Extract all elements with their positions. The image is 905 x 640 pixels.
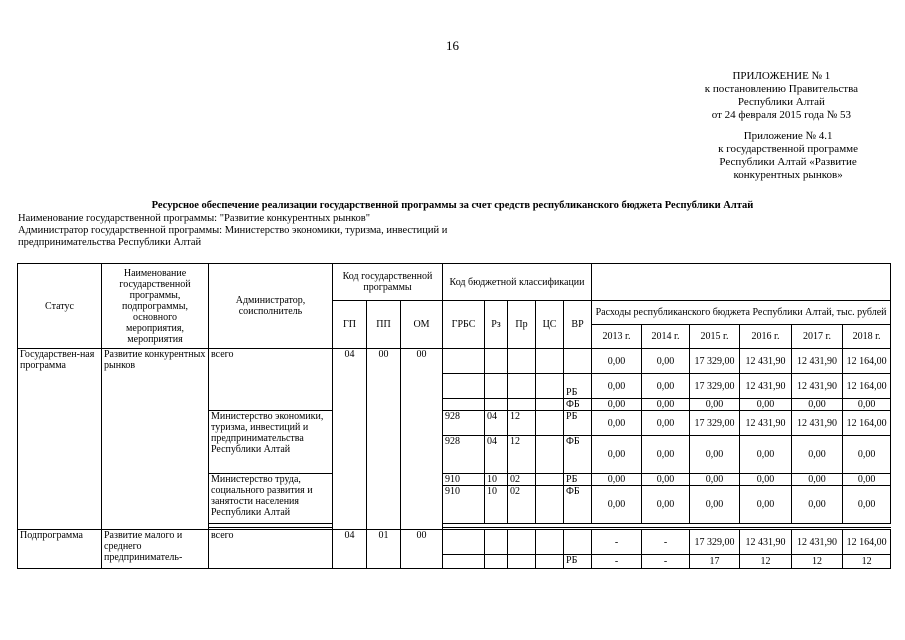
header-status: Статус [18,264,102,349]
appendix-1-line-3: Республики Алтай [737,96,825,108]
value-cell: 0,00 [843,474,891,486]
pr-cell [508,374,536,399]
value-cell: 12 431,90 [740,374,792,399]
status-cell: Государствен-ная программа [18,349,102,530]
rz-cell [485,349,508,374]
header-expenses: Расходы республиканского бюджета Республики Алтай, тыс. рублей [592,301,891,325]
cs-cell [536,474,564,486]
header-year: 2013 г. [592,325,642,349]
cs-cell [536,411,564,436]
value-cell: 0,00 [642,374,690,399]
grbs-cell [443,374,485,399]
value-cell: 12 [843,555,891,569]
cs-cell [536,399,564,411]
header-budget-code: Код бюджетной классификации [443,264,592,301]
rz-cell [485,530,508,555]
pr-cell [508,530,536,555]
value-cell: 0,00 [642,474,690,486]
om-cell: 00 [401,530,443,569]
vr-cell: РБ [564,474,592,486]
vr-cell: РБ [564,374,592,399]
cs-cell [536,555,564,569]
value-cell: - [592,555,642,569]
administrator-line-1: Администратор государственной программы: Министерство экономики, туризма, инвестиций и [18,225,448,236]
value-cell: 12 [792,555,843,569]
value-cell: 0,00 [592,399,642,411]
rz-cell [485,374,508,399]
table-row [18,530,891,555]
value-cell: 0,00 [792,474,843,486]
vr-cell [564,349,592,374]
header-year: 2015 г. [690,325,740,349]
value-cell: - [642,555,690,569]
grbs-cell: 910 [443,474,485,486]
value-cell: 0,00 [690,436,740,474]
rz-cell: 04 [485,411,508,436]
appendix-2-line-2: к государственной программе [718,143,858,155]
header-program-code: Код государственной программы [333,264,443,301]
cs-cell [536,436,564,474]
value-cell: 0,00 [740,486,792,524]
header-pr: Пр [508,301,536,349]
value-cell: 12 164,00 [843,374,891,399]
vr-cell: РБ [564,411,592,436]
pr-cell: 12 [508,436,536,474]
value-cell: 0,00 [792,399,843,411]
header-om: ОМ [401,301,443,349]
value-cell: 0,00 [740,474,792,486]
header-gp: ГП [333,301,367,349]
appendix-2-line-1: Приложение № 4.1 [743,130,833,142]
pr-cell [508,555,536,569]
grbs-cell [443,530,485,555]
vr-cell [564,530,592,555]
admin-cell-ministry-labour: Министерство труда, социального развития и занятости населения Республики Алтай [209,474,333,524]
value-cell: 12 [740,555,792,569]
value-cell: 17 329,00 [690,411,740,436]
value-cell: 12 164,00 [843,411,891,436]
pr-cell [508,349,536,374]
header-year: 2016 г. [740,325,792,349]
vr-cell: ФБ [564,486,592,524]
grbs-cell [443,399,485,411]
document-title: Ресурсное обеспечение реализации государственной программы за счет средств республиканского бюджета Республики Алтай [151,200,754,211]
appendix-1-line-2: к постановлению Правительства [704,83,858,95]
value-cell: 12 431,90 [792,530,843,555]
header-rz: Рз [485,301,508,349]
rz-cell [485,399,508,411]
value-cell: 12 431,90 [792,374,843,399]
value-cell: 0,00 [642,486,690,524]
grbs-cell [443,349,485,374]
vr-cell: ФБ [564,436,592,474]
pr-cell: 02 [508,474,536,486]
value-cell: 0,00 [843,486,891,524]
gp-cell: 04 [333,530,367,569]
page-number: 16 [446,38,459,53]
value-cell: 0,00 [592,411,642,436]
value-cell: 12 431,90 [740,530,792,555]
header-grbs: ГРБС [443,301,485,349]
vr-cell: РБ [564,555,592,569]
value-cell: 0,00 [642,399,690,411]
admin-cell: всего [209,530,333,569]
value-cell: - [642,530,690,555]
value-cell: 0,00 [592,486,642,524]
value-cell: 12 164,00 [843,530,891,555]
value-cell: 0,00 [642,349,690,374]
appendix-2-line-4: конкурентных рынков» [733,169,843,181]
pr-cell [508,399,536,411]
header-year: 2017 г. [792,325,843,349]
value-cell: 17 329,00 [690,349,740,374]
value-cell: 0,00 [740,436,792,474]
value-cell: 12 431,90 [740,411,792,436]
value-cell: 0,00 [592,349,642,374]
program-name: Наименование государственной программы: "Развитие конкурентных рынков" [18,213,371,224]
admin-cell: всего [209,349,333,411]
rz-cell: 04 [485,436,508,474]
cs-cell [536,530,564,555]
cs-cell [536,349,564,374]
value-cell: 0,00 [592,374,642,399]
header-cs: ЦС [536,301,564,349]
header-year: 2014 г. [642,325,690,349]
om-cell: 00 [401,349,443,530]
appendix-1-line-4: от 24 февраля 2015 года № 53 [711,109,852,121]
table-row [18,349,891,374]
program-name-cell: Развитие конкурентных рынков [102,349,209,530]
value-cell: 0,00 [642,436,690,474]
program-name-cell: Развитие малого и среднего предприниматель- [102,530,209,569]
value-cell: 0,00 [690,399,740,411]
value-cell: 0,00 [792,486,843,524]
status-cell: Подпрограмма [18,530,102,569]
value-cell: 17 329,00 [690,374,740,399]
value-cell: 0,00 [843,399,891,411]
appendix-2-line-3: Республики Алтай «Развитие [719,156,857,168]
gp-cell: 04 [333,349,367,530]
cs-cell [536,486,564,524]
pp-cell: 01 [367,530,401,569]
header-admin: Администратор, соисполнитель [209,264,333,349]
value-cell: 12 431,90 [792,411,843,436]
appendix-1-line-1: ПРИЛОЖЕНИЕ № 1 [732,70,831,82]
value-cell: 12 431,90 [740,349,792,374]
value-cell: 0,00 [792,436,843,474]
header-blank [592,264,891,301]
value-cell: 12 164,00 [843,349,891,374]
grbs-cell: 928 [443,411,485,436]
grbs-cell: 928 [443,436,485,474]
value-cell: - [592,530,642,555]
appendix-1 [705,70,858,122]
value-cell: 17 329,00 [690,530,740,555]
header-pp: ПП [367,301,401,349]
value-cell: 12 431,90 [792,349,843,374]
appendix-4-1 [718,130,858,182]
pr-cell: 12 [508,411,536,436]
header-year: 2018 г. [843,325,891,349]
value-cell: 0,00 [592,474,642,486]
value-cell: 0,00 [843,436,891,474]
cs-cell [536,374,564,399]
value-cell: 0,00 [690,474,740,486]
header-name: Наименование государственной программы, подпрограммы, основного мероприятия, мероприятия [102,264,209,349]
grbs-cell: 910 [443,486,485,524]
vr-cell: ФБ [564,399,592,411]
admin-cell-ministry-economy: Министерство экономики, туризма, инвестиций и предпринимательства Республики Алтай [209,411,333,474]
header-row-1 [18,264,891,301]
value-cell: 17 [690,555,740,569]
resource-table [17,263,891,569]
header-vr: ВР [564,301,592,349]
value-cell: 0,00 [592,436,642,474]
rz-cell: 10 [485,486,508,524]
grbs-cell [443,555,485,569]
rz-cell [485,555,508,569]
pp-cell: 00 [367,349,401,530]
value-cell: 0,00 [690,486,740,524]
pr-cell: 02 [508,486,536,524]
value-cell: 0,00 [642,411,690,436]
administrator-line-2: предпринимательства Республики Алтай [18,237,202,248]
value-cell: 0,00 [740,399,792,411]
rz-cell: 10 [485,474,508,486]
